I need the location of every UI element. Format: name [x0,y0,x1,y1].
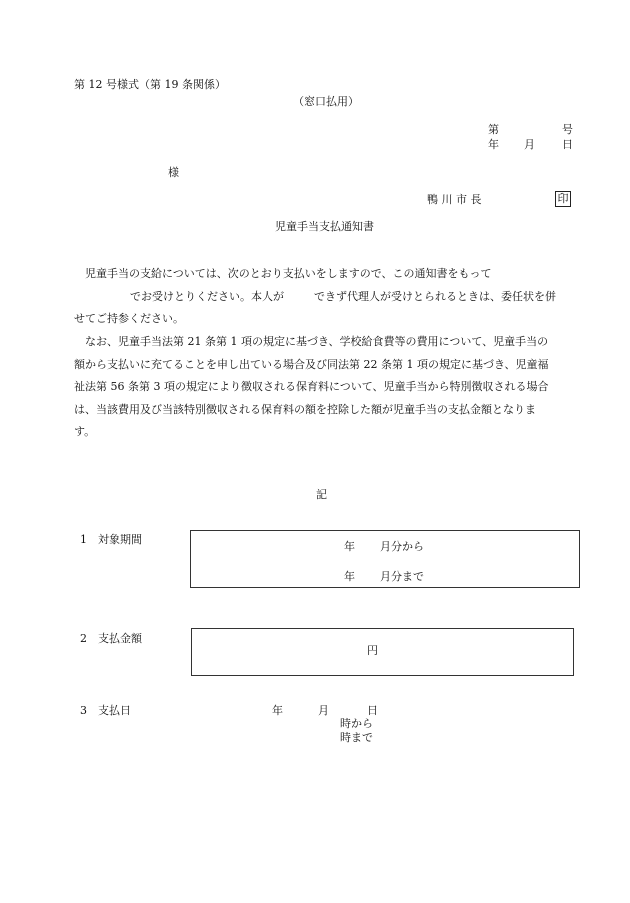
body-p1-line1: 児童手当の支給については、次のとおり支払いをしますので、この通知書をもって [85,267,492,280]
form-number: 第 12 号様式（第 19 条関係） [74,78,226,91]
body-p1-line2 [74,286,580,309]
body-p2-line2: 額から支払いに充てることを申し出ている場合及び同法第 22 条第 1 項の規定に基づき、児童福 [74,357,549,371]
doc-number-prefix: 第 [488,123,499,136]
item-1-label: 対象期間 [98,533,142,546]
body-paragraph-2 [74,331,580,444]
item-2-number: 2 [80,632,87,645]
body-p1-line2b: できず代理人が受けとられるときは、委任状を併 [314,289,556,303]
pay-date-month: 月 [318,704,329,717]
body-p2-line5: す。 [74,425,96,438]
period-from-year: 年 [344,540,355,553]
pay-time-to: 時まで [340,731,373,744]
pay-date-day: 日 [367,704,378,717]
body-paragraph-1 [74,263,580,331]
pay-date-year: 年 [272,704,283,717]
amount-box [191,628,574,676]
period-to-year: 年 [344,570,355,583]
body-p2-line3: 祉法第 56 条第 3 項の規定により徴収される保育料について、児童手当から特別徴収される場合 [74,380,549,393]
issuer-name: 鴨 川 市 長 [427,193,482,206]
body-p1-line3: せてご持参ください。 [74,312,184,325]
body-p2-line4: は、当該費用及び当該特別徴収される保育料の額を控除した額が児童手当の支払金額となりま [74,402,536,416]
official-seal [555,191,571,207]
form-subtitle: （窓口払用） [293,95,359,108]
period-to-text: 月分まで [380,570,424,583]
seal-char: 印 [557,192,569,205]
item-2-label: 支払金額 [98,632,142,645]
body-p1-line2a: でお受けとりください。本人が [130,289,284,303]
document-title: 児童手当支払通知書 [275,220,374,233]
date-day-label: 日 [562,138,573,151]
item-3-number: 3 [80,704,87,717]
item-3-label: 支払日 [98,704,131,717]
item-1-number: 1 [80,533,87,546]
amount-unit: 円 [367,644,378,657]
ki-marker: 記 [316,488,327,501]
date-year-label: 年 [488,138,499,151]
body-p2-line1: なお、児童手当法第 21 条第 1 項の規定に基づき、学校給食費等の費用について、児童手当の [85,335,549,348]
period-from-text: 月分から [380,540,424,553]
doc-number-suffix: 号 [562,123,573,136]
recipient-suffix: 様 [168,166,179,179]
date-month-label: 月 [524,138,535,151]
pay-time-from: 時から [340,717,373,730]
